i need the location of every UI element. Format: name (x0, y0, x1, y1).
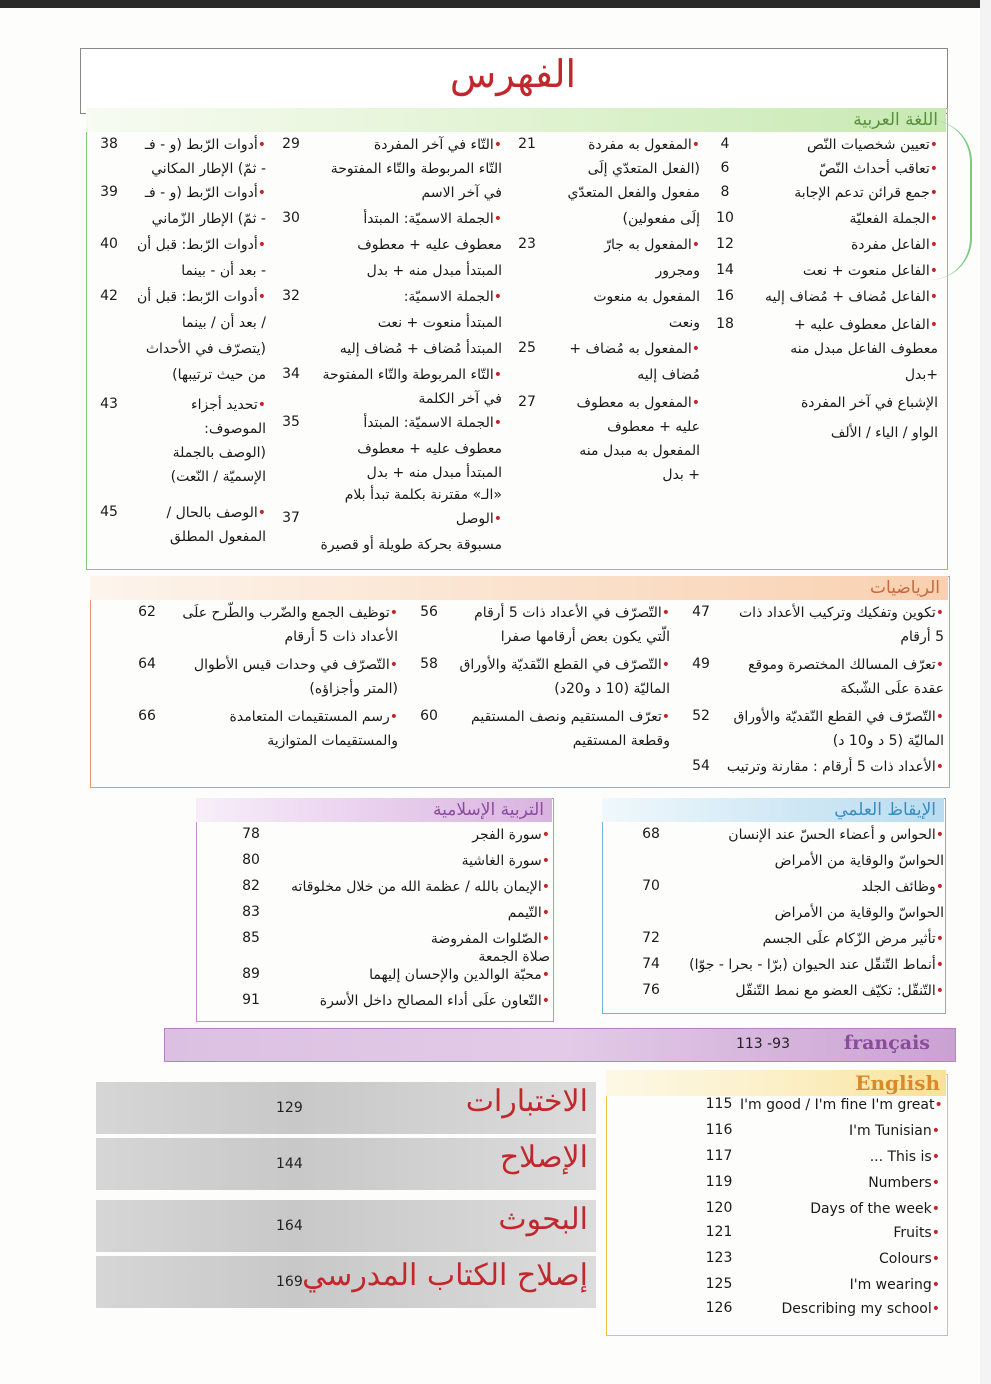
toc-entry: ومجرور (655, 263, 700, 279)
bullet-icon: • (661, 709, 670, 725)
entry-text: أنماط التّنقّل عند الحيوان (برّا - بحرا - جوّا) (689, 957, 936, 973)
toc-page-number: 80 (242, 852, 260, 868)
toc-entry: الحواسّ والوقاية من الأمراض (774, 853, 944, 869)
entry-text: التّنقّل: تكيّف العضو مع نمط التّنقّل (735, 983, 936, 999)
toc-page-number: 43 (100, 396, 118, 412)
toc-page-number: 49 (692, 656, 710, 672)
english-entry (740, 1096, 943, 1114)
toc-page-number: 62 (138, 604, 156, 620)
toc-page-number: 12 (716, 236, 734, 252)
entry-text: الأعداد ذات 5 أرقام : مقارنة وترتيب (726, 759, 936, 775)
toc-page-number: 82 (242, 878, 260, 894)
toc-entry: معطوف عليه + معطوف (357, 441, 502, 457)
bullet-icon: • (931, 1277, 940, 1293)
toc-entry: / بعد أن / بينما (181, 315, 266, 331)
entry-text: أدوات الرّبط: قبل أن (136, 289, 258, 305)
toc-entry (116, 236, 266, 254)
bullet-icon: • (541, 827, 550, 843)
bullet-icon: • (929, 317, 938, 333)
entry-text: I'm good / I'm fine I'm great (740, 1097, 935, 1113)
toc-page-number: 58 (420, 656, 438, 672)
toc-entry (738, 236, 938, 254)
toc-entry: الموصوف: (204, 421, 266, 437)
bullet-icon: • (493, 289, 502, 305)
entry-text: تعيين شخصيات النّص (806, 137, 930, 153)
toc-entry: + بدل (662, 467, 700, 483)
extra-page-number: 129 (276, 1100, 303, 1116)
toc-entry: (يتصرّف في الأحداث (145, 341, 266, 357)
toc-entry: الماليّة (10 د و20د) (554, 681, 670, 697)
entry-text: الوصف بالحال / (166, 505, 258, 521)
toc-page-number: 47 (692, 604, 710, 620)
extra-title: الإصلاح (499, 1140, 588, 1175)
bullet-icon: • (389, 657, 398, 673)
entry-text: جمع قرائن تدعم الإجابة (794, 185, 930, 201)
entry-text: سورة الغاشية (461, 853, 542, 869)
toc-page-number: 45 (100, 504, 118, 520)
toc-entry: الماليّة (5 د و10 د) (832, 733, 944, 749)
toc-page-number: 83 (242, 904, 260, 920)
bullet-icon: • (935, 931, 944, 947)
toc-entry (260, 930, 550, 948)
entry-text: Numbers (868, 1175, 932, 1191)
extra-title: الاختبارات (465, 1084, 588, 1119)
toc-entry: مُضاف إليه (637, 367, 700, 383)
toc-entry: التّاء المربوطة والتّاء المفتوحة (330, 161, 502, 177)
toc-page-number: 89 (242, 966, 260, 982)
bullet-icon: • (929, 137, 938, 153)
toc-entry: (المتر وأجزاؤه) (309, 681, 398, 697)
bullet-icon: • (935, 759, 944, 775)
entry-text: المفعول به مُضاف + (569, 341, 692, 357)
page (0, 8, 980, 1384)
toc-entry: المبتدأ منعوت + نعت (377, 315, 502, 331)
entry-text: التّاء في آخر المفردة (373, 137, 494, 153)
english-entry (740, 1224, 940, 1242)
toc-entry (440, 656, 670, 674)
toc-entry: «الـ» مقترنة بكلمة تبدأ بلام (344, 487, 502, 503)
toc-page-number: 37 (282, 510, 300, 526)
entry-text: الإيمان بالله / عظمة الله من خلال مخلوقاته (291, 879, 542, 895)
entry-text: Days of the week (810, 1201, 932, 1217)
toc-page-number: 54 (692, 758, 710, 774)
toc-entry (260, 904, 550, 922)
bullet-icon: • (691, 395, 700, 411)
bullet-icon: • (935, 983, 944, 999)
entry-text: التّصرّف في القطع النّقديّة والأوراق (459, 657, 662, 673)
entry-text: تحديد أجزاء (191, 397, 258, 413)
toc-entry (260, 878, 550, 896)
toc-page-number: 64 (138, 656, 156, 672)
toc-page-number: 121 (705, 1224, 733, 1240)
toc-entry (138, 604, 398, 622)
page-title: الفهرس (449, 52, 577, 96)
toc-entry: وقطعة المستقيم (572, 733, 670, 749)
arabic-header: اللغة العربية (86, 108, 946, 132)
toc-entry: مسبوقة بحركة طويلة أو قصيرة (320, 537, 502, 553)
toc-entry: إلَى مفعولين) (622, 211, 700, 227)
toc-entry: 5 أرقام (900, 629, 944, 645)
toc-page-number: 85 (242, 930, 260, 946)
toc-entry (738, 160, 938, 178)
extra-title: إصلاح الكتاب المدرسي (302, 1258, 588, 1293)
toc-entry (302, 414, 502, 432)
entry-text: ... This is (869, 1149, 932, 1165)
toc-page-number: 25 (518, 340, 536, 356)
toc-page-number: 115 (705, 1096, 733, 1112)
bullet-icon: • (541, 879, 550, 895)
extra-title: البحوث (498, 1202, 588, 1237)
toc-entry: عقدة علَى الشّبكة (840, 681, 944, 697)
bullet-icon: • (929, 185, 938, 201)
toc-page-number: 32 (282, 288, 300, 304)
toc-entry: الّتي يكون بعض أرقامها صفرا (500, 629, 670, 645)
entry-text: المفعول به مفردة (588, 137, 692, 153)
entry-text: الحواس و أعضاء الحسّ عند الإنسان (728, 827, 936, 843)
toc-entry (260, 966, 550, 984)
toc-page-number: 123 (705, 1250, 733, 1266)
toc-entry (654, 982, 944, 1000)
entry-text: رسم المستقيمات المتعامدة (229, 709, 390, 725)
entry-text: سورة الفجر (472, 827, 542, 843)
toc-entry: معطوف الفاعل مبدل منه (790, 341, 938, 357)
french-pages: 113 -93 (735, 1036, 790, 1052)
toc-entry: (الوصف بالجملة (172, 445, 266, 461)
entry-text: الفاعل منعوت + نعت (802, 263, 930, 279)
english-entry (740, 1122, 940, 1140)
toc-entry: المبتدأ مبدل منه + بدل (366, 263, 502, 279)
entry-text: توظيف الجمع والضّرب والطّرح علَى (182, 605, 390, 621)
extra-page-number: 169 (276, 1274, 303, 1290)
entry-text: Colours (879, 1251, 932, 1267)
bullet-icon: • (931, 1301, 940, 1317)
bullet-icon: • (691, 237, 700, 253)
bullet-icon: • (541, 993, 550, 1009)
entry-text: أدوات الرّبط (و - فـ (144, 137, 258, 153)
toc-entry: من حيث ترتيبها) (172, 367, 266, 383)
toc-entry (684, 758, 944, 776)
bullet-icon: • (541, 931, 550, 947)
toc-page-number: 72 (642, 930, 660, 946)
toc-entry: في آخر الكلمة (418, 391, 502, 407)
toc-entry: في آخر الاسم (421, 185, 502, 201)
toc-page-number: 27 (518, 394, 536, 410)
entry-text: التّاء المربوطة والتّاء المفتوحة (322, 367, 494, 383)
bullet-icon: • (931, 1175, 940, 1191)
toc-page-number: 10 (716, 210, 734, 226)
toc-entry: الأعداد ذات 5 أرقام (284, 629, 398, 645)
toc-entry (260, 852, 550, 870)
entry-text: الجملة الفعليّة (849, 211, 930, 227)
toc-page-number: 56 (420, 604, 438, 620)
entry-text: تكوين وتفكيك وتركيب الأعداد ذات (739, 605, 936, 621)
bullet-icon: • (929, 289, 938, 305)
toc-page-number: 16 (716, 288, 734, 304)
toc-page-number: 4 (720, 136, 730, 152)
toc-page-number: 68 (642, 826, 660, 842)
toc-entry: معطوف عليه + معطوف (357, 237, 502, 253)
bullet-icon: • (935, 605, 944, 621)
bullet-icon: • (929, 237, 938, 253)
toc-page-number: 125 (705, 1276, 733, 1292)
toc-page-number: 6 (720, 160, 730, 176)
science-header: الإيقاظ العلمي (602, 798, 944, 822)
toc-entry (654, 956, 944, 974)
toc-entry (116, 288, 266, 306)
entry-text: الجملة الاسميّة: المبتدأ (363, 415, 494, 431)
toc-entry (116, 504, 266, 522)
toc-page-number: 52 (692, 708, 710, 724)
toc-page-number: 35 (282, 414, 300, 430)
toc-entry (738, 184, 938, 202)
bullet-icon: • (257, 185, 266, 201)
bullet-icon: • (931, 1149, 940, 1165)
toc-page-number: 70 (642, 878, 660, 894)
bullet-icon: • (541, 967, 550, 983)
entry-text: التّصرّف في القطع النّقديّة والأوراق (733, 709, 936, 725)
toc-entry (738, 210, 938, 228)
toc-page-number: 60 (420, 708, 438, 724)
toc-page-number: 117 (705, 1148, 733, 1164)
toc-entry (654, 930, 944, 948)
toc-entry (654, 878, 944, 896)
bullet-icon: • (935, 957, 944, 973)
entry-text: أدوات الرّبط (و - فـ (144, 185, 258, 201)
entry-text: الفاعل مُضاف + مُضاف إليه (765, 289, 930, 305)
toc-page-number: 76 (642, 982, 660, 998)
toc-entry: المفعول به مبدل منه (579, 443, 700, 459)
entry-text: I'm wearing (849, 1277, 932, 1293)
english-entry (740, 1148, 940, 1166)
islamic-header: التربية الإسلامية (196, 798, 552, 822)
entry-text: الفاعل معطوف عليه + (793, 317, 930, 333)
bullet-icon: • (931, 1201, 940, 1217)
toc-entry: الإشباع في آخر المفردة (800, 395, 938, 411)
bullet-icon: • (929, 161, 938, 177)
toc-entry: - ثمّ) الإطار المكاني (151, 161, 266, 177)
toc-entry (684, 656, 944, 674)
bullet-icon: • (493, 367, 502, 383)
toc-page-number: 66 (138, 708, 156, 724)
toc-entry (116, 396, 266, 414)
entry-text: تعرّف المسالك المختصرة وموقع (748, 657, 936, 673)
entry-text: الفاعل مفردة (850, 237, 930, 253)
toc-entry (738, 136, 938, 154)
toc-entry (302, 366, 502, 384)
toc-entry: الواو / الياء / الألف (830, 425, 938, 441)
bullet-icon: • (389, 709, 398, 725)
entry-text: المفعول به جارّ (604, 237, 692, 253)
english-entry (740, 1300, 940, 1318)
bullet-icon: • (493, 511, 502, 527)
entry-text: التّعاون علَى أداء المصالح داخل الأسرة (319, 993, 542, 1009)
extra-page-number: 164 (276, 1218, 303, 1234)
entry-text: الصّلوات المفروضة (430, 931, 542, 947)
bullet-icon: • (257, 137, 266, 153)
toc-entry (738, 288, 938, 306)
toc-entry (302, 510, 502, 528)
bullet-icon: • (257, 237, 266, 253)
bullet-icon: • (931, 1123, 940, 1139)
toc-entry: مفعول والفعل المتعدّي (567, 185, 700, 201)
french-label: français (843, 1032, 930, 1054)
toc-entry: والمستقيمات المتوازية (267, 733, 398, 749)
english-entry (740, 1200, 940, 1218)
math-header: الرياضيات (90, 576, 948, 600)
toc-page-number: 120 (705, 1200, 733, 1216)
bullet-icon: • (493, 415, 502, 431)
entry-text: I'm Tunisian (848, 1123, 932, 1139)
bullet-icon: • (257, 397, 266, 413)
toc-page-number: 42 (100, 288, 118, 304)
toc-entry (116, 184, 266, 202)
entry-text: الجملة الاسميّة: (403, 289, 494, 305)
entry-text: التّصرّف في وحدات قيس الأطوال (193, 657, 390, 673)
toc-entry (440, 604, 670, 622)
toc-entry: +بدل (904, 367, 938, 383)
bullet-icon: • (661, 605, 670, 621)
toc-page-number: 34 (282, 366, 300, 382)
toc-entry (260, 992, 550, 1010)
bullet-icon: • (931, 1225, 940, 1241)
bullet-icon: • (934, 1097, 943, 1113)
toc-entry (684, 708, 944, 726)
toc-page-number: 23 (518, 236, 536, 252)
bullet-icon: • (541, 905, 550, 921)
toc-page-number: 40 (100, 236, 118, 252)
bullet-icon: • (691, 341, 700, 357)
english-header: English (855, 1071, 940, 1095)
toc-entry (440, 708, 670, 726)
bullet-icon: • (935, 827, 944, 843)
page-edge (980, 0, 991, 1384)
toc-entry: المفعول به منعوت (593, 289, 700, 305)
toc-page-number: 116 (705, 1122, 733, 1138)
toc-entry (302, 210, 502, 228)
bullet-icon: • (935, 879, 944, 895)
entry-text: التّصرّف في الأعداد ذات 5 أرقام (474, 605, 662, 621)
toc-entry: الإسميّة / النّعت) (170, 469, 266, 485)
entry-text: المفعول به معطوف (576, 395, 692, 411)
english-entry (740, 1250, 940, 1268)
entry-text: تعرّف المستقيم ونصف المستقيم (471, 709, 662, 725)
bullet-icon: • (661, 657, 670, 673)
toc-page-number: 8 (720, 184, 730, 200)
entry-text: الوصل (455, 511, 494, 527)
bullet-icon: • (541, 853, 550, 869)
toc-entry: (الفعل المتعدّي إلَى (587, 161, 700, 177)
bullet-icon: • (691, 137, 700, 153)
toc-entry (138, 656, 398, 674)
toc-entry (116, 136, 266, 154)
toc-page-number: 18 (716, 316, 734, 332)
toc-entry (302, 136, 502, 154)
toc-page-number: 14 (716, 262, 734, 278)
toc-entry: الحواسّ والوقاية من الأمراض (774, 905, 944, 921)
entry-text: Describing my school (781, 1301, 932, 1317)
bullet-icon: • (929, 263, 938, 279)
toc-entry: المبتدأ مبدل منه + بدل (366, 465, 502, 481)
bullet-icon: • (931, 1251, 940, 1267)
toc-page-number: 91 (242, 992, 260, 1008)
toc-entry: - بعد أن - بينما (181, 263, 266, 279)
bullet-icon: • (493, 211, 502, 227)
toc-entry: عليه + معطوف (607, 419, 700, 435)
toc-entry (738, 316, 938, 334)
toc-entry: المبتدأ مُضاف + مُضاف إليه (339, 341, 502, 357)
bullet-icon: • (493, 137, 502, 153)
toc-page-number: 74 (642, 956, 660, 972)
english-entry (740, 1174, 940, 1192)
bullet-icon: • (929, 211, 938, 227)
entry-text: محبّة الوالدين والإحسان إليهما (369, 967, 542, 983)
bullet-icon: • (935, 657, 944, 673)
entry-text: Fruits (893, 1225, 932, 1241)
toc-entry (302, 288, 502, 306)
extra-page-number: 144 (276, 1156, 303, 1172)
toc-page-number: 30 (282, 210, 300, 226)
bullet-icon: • (257, 505, 266, 521)
toc-page-number: 126 (705, 1300, 733, 1316)
bullet-icon: • (257, 289, 266, 305)
bullet-icon: • (389, 605, 398, 621)
toc-entry: المفعول المطلق (170, 529, 266, 545)
toc-page-number: 119 (705, 1174, 733, 1190)
toc-page-number: 78 (242, 826, 260, 842)
toc-page-number: 39 (100, 184, 118, 200)
toc-entry (684, 604, 944, 622)
toc-entry: ونعت (668, 315, 700, 331)
toc-page-number: 29 (282, 136, 300, 152)
toc-entry (654, 826, 944, 844)
toc-page-number: 21 (518, 136, 536, 152)
entry-text: أدوات الرّبط: قبل أن (136, 237, 258, 253)
entry-text: الجملة الاسميّة: المبتدأ (363, 211, 494, 227)
toc-entry (260, 826, 550, 844)
toc-page-number: 38 (100, 136, 118, 152)
toc-entry (138, 708, 398, 726)
entry-text: تعاقب أحداث النّصّ (818, 161, 930, 177)
entry-text: تأثير مرض الزّكام علَى الجسم (762, 931, 936, 947)
entry-text: التّيمم (507, 905, 542, 921)
toc-entry: - ثمّ) الإطار الزّماني (151, 211, 266, 227)
toc-entry (738, 262, 938, 280)
entry-text: وظائف الجلد (861, 879, 936, 895)
english-entry (740, 1276, 940, 1294)
bullet-icon: • (935, 709, 944, 725)
toc-entry: صلاة الجمعة (478, 949, 550, 965)
